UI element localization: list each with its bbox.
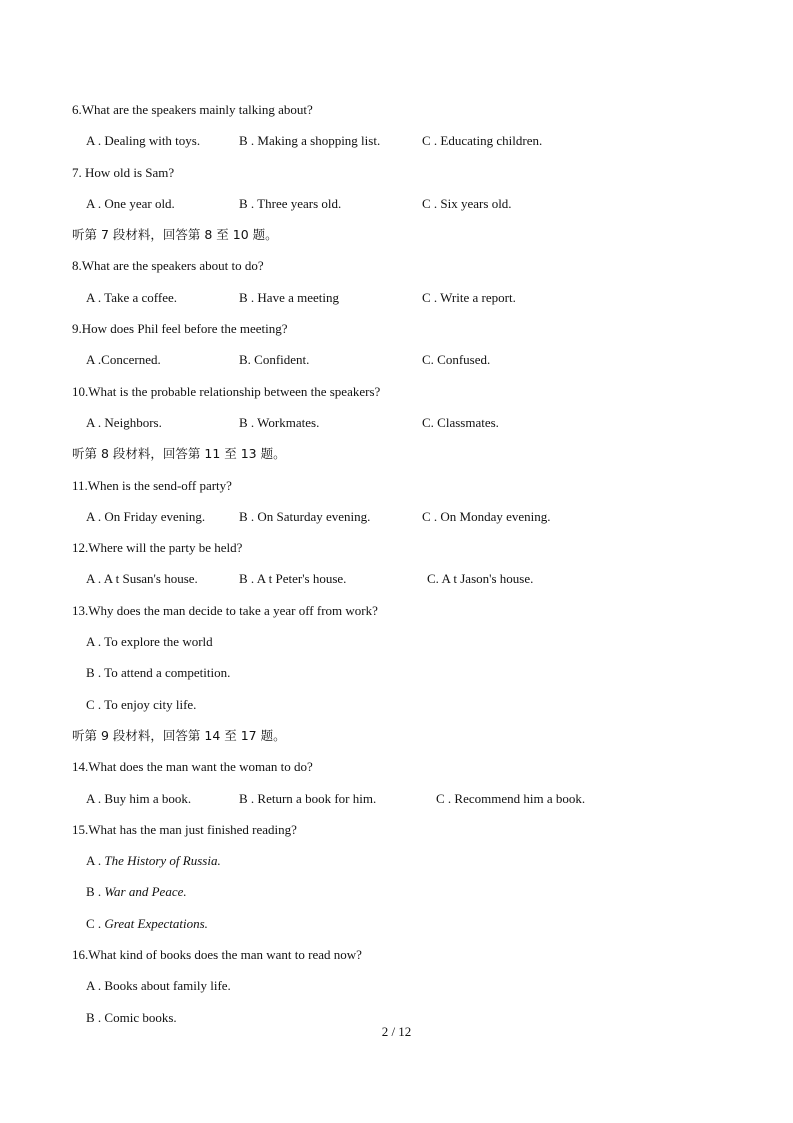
- question-6-options: [72, 132, 732, 163]
- question-9: 9.How does Phil feel before the meeting?: [72, 321, 288, 337]
- question-13: 13.Why does the man decide to take a year off from work?: [72, 602, 378, 618]
- question-7: 7. How old is Sam?: [72, 164, 175, 180]
- option-c: C. A t Jason's house.: [427, 571, 534, 587]
- option-c: C . Six years old.: [422, 195, 512, 211]
- section-heading-7: 听第 7 段材料，回答第 8 至 10 题。: [72, 227, 278, 243]
- option-letter: B .: [86, 884, 105, 900]
- option-c: C. Confused.: [422, 352, 491, 368]
- option-c: C . Write a report.: [422, 289, 516, 305]
- option-a: A . Dealing with toys.: [86, 133, 201, 149]
- option-c: C. Classmates.: [422, 414, 499, 430]
- question-14: 14.What does the man want the woman to do?: [72, 759, 313, 775]
- option-b: B. Confident.: [239, 352, 310, 368]
- option-a: A . Buy him a book.: [86, 790, 192, 806]
- option-b: B . Return a book for him.: [239, 790, 377, 806]
- question-10: 10.What is the probable relationship between the speakers?: [72, 383, 381, 399]
- option-a: A . Take a coffee.: [86, 289, 178, 305]
- option-a: A .Concerned.: [86, 352, 161, 368]
- question-list: [72, 101, 732, 1040]
- option-c: C . Recommend him a book.: [436, 790, 586, 806]
- book-title: The History of Russia.: [104, 853, 221, 869]
- option-b: B . Workmates.: [239, 414, 320, 430]
- option-letter: A .: [86, 853, 105, 869]
- book-title: War and Peace.: [104, 884, 187, 900]
- option-a: A . Neighbors.: [86, 414, 162, 430]
- option-b: B . Comic books.: [86, 1009, 177, 1025]
- section-heading-9: 听第 9 段材料，回答第 14 至 17 题。: [72, 727, 286, 743]
- option-c: C . On Monday evening.: [422, 508, 551, 524]
- question-11-options: [72, 508, 732, 539]
- option-a: A . Books about family life.: [86, 978, 231, 994]
- question-6: 6.What are the speakers mainly talking about?: [72, 102, 313, 117]
- option-a: A . To explore the world: [86, 634, 213, 650]
- question-11: 11.When is the send-off party?: [72, 477, 232, 493]
- question-15: 15.What has the man just finished reading?: [72, 821, 297, 837]
- option-c: C . Educating children.: [422, 133, 543, 149]
- option-b: B . Have a meeting: [239, 289, 339, 305]
- option-c: [72, 915, 732, 946]
- option-c: C . To enjoy city life.: [86, 696, 197, 712]
- option-a: [72, 852, 732, 883]
- page-number: 2 / 12: [381, 1024, 412, 1039]
- question-10-options: [72, 414, 732, 445]
- option-b: B . To attend a competition.: [86, 665, 231, 681]
- option-b: B . A t Peter's house.: [239, 571, 347, 587]
- option-a: A . On Friday evening.: [86, 508, 206, 524]
- question-8-options: [72, 289, 732, 320]
- option-b: B . Three years old.: [239, 195, 342, 211]
- option-b: [72, 883, 732, 914]
- option-a: A . A t Susan's house.: [86, 571, 198, 587]
- option-letter: C .: [86, 915, 105, 931]
- option-a: A . One year old.: [86, 195, 175, 211]
- question-12-options: [72, 570, 732, 601]
- question-9-options: [72, 351, 732, 382]
- option-b: B . Making a shopping list.: [239, 133, 381, 149]
- option-b: B . On Saturday evening.: [239, 508, 371, 524]
- question-8: 8.What are the speakers about to do?: [72, 258, 264, 274]
- question-12: 12.Where will the party be held?: [72, 540, 243, 556]
- question-7-options: [72, 195, 732, 226]
- section-heading-8: 听第 8 段材料，回答第 11 至 13 题。: [72, 446, 286, 462]
- book-title: Great Expectations.: [104, 915, 208, 931]
- question-16: 16.What kind of books does the man want to read now?: [72, 947, 362, 963]
- question-14-options: [72, 790, 732, 821]
